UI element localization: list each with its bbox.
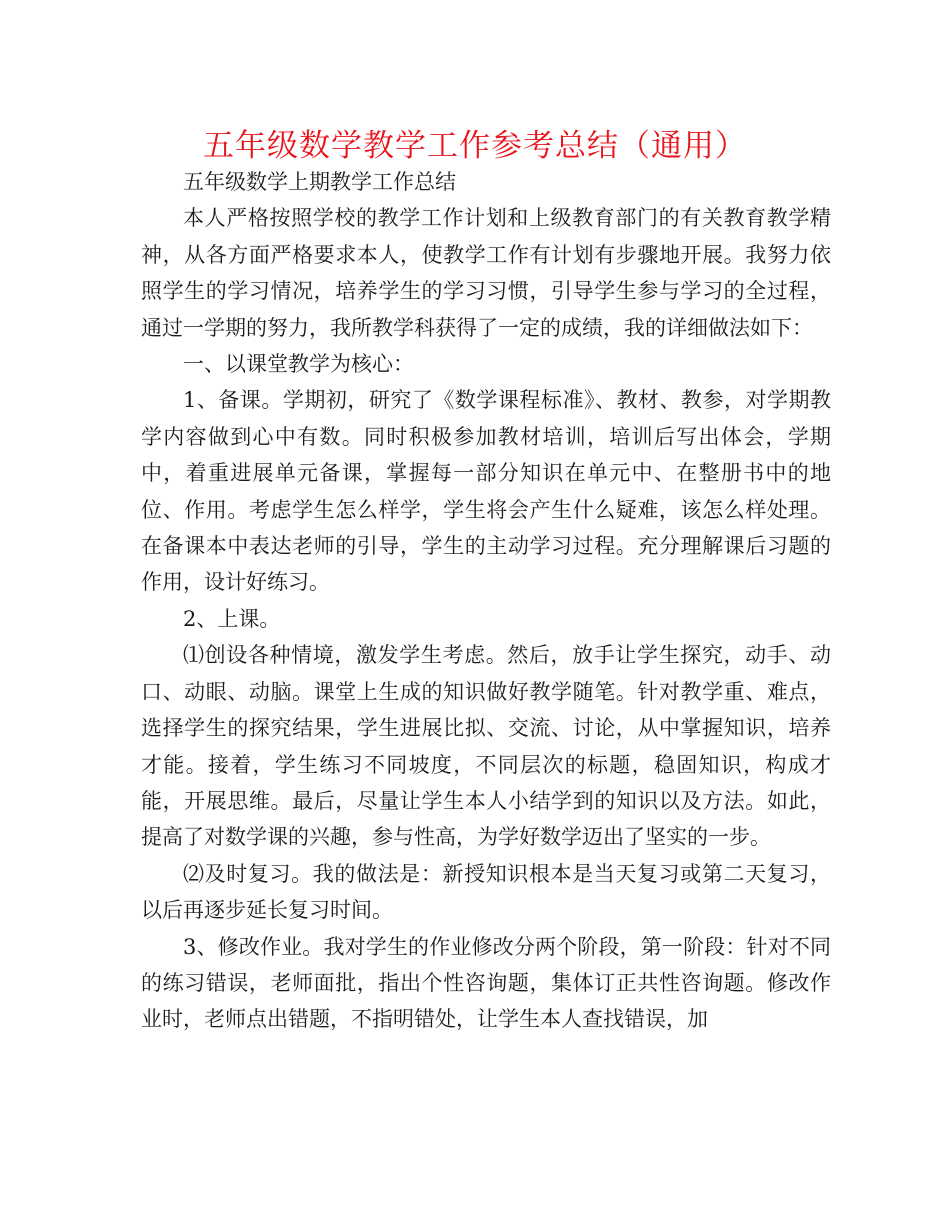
subtitle-paragraph: 五年级数学上期教学工作总结 [183,170,456,194]
review-paragraph: ⑵及时复习。我的做法是：新授知识根本是当天复习或第二天复习，以后再逐步延长复习时间。 [141,861,831,923]
lesson-prep-paragraph: 1、备课。学期初，研究了《数学课程标准》、教材、教参，对学期教学内容做到心中有数。同时积极参加教材培训，培训后写出体会，学期中，着重进展单元备课，掌握每一部分知识在单元中、在整册书中的地位、作用。考虑学生怎么样学，学生将会产生什么疑难，该怎么样处理。在备课本中表达老师的引导，学生的主动学习过程。充分理解课后习题的作用，设计好练习。 [141,388,831,595]
homework-paragraph: 3、修改作业。我对学生的作业修改分两个阶段，第一阶段：针对不同的练习错误，老师面批，指出个性咨询题，集体订正共性咨询题。修改作业时，老师点出错题，不指明错处，让学生本人查找错误，加 [141,934,831,1032]
document-title: 五年级数学教学工作参考总结（通用） [203,128,747,164]
classroom-paragraph: ⑴创设各种情境，激发学生考虑。然后，放手让学生探究，动手、动口、动眼、动脑。课堂上生成的知识做好教学随笔。针对教学重、难点，选择学生的探究结果，学生进展比拟、交流、讨论，从中掌握知识，培养才能。接着，学生练习不同坡度，不同层次的标题，稳固知识，构成才能，开展思维。最后，尽量让学生本人小结学到的知识以及方法。如此，提高了对数学课的兴趣，参与性高，为学好数学迈出了坚实的一步。 [141,643,831,850]
intro-paragraph: 本人严格按照学校的教学工作计划和上级教育部门的有关教育教学精神，从各方面严格要求本人，使教学工作有计划有步骤地开展。我努力依照学生的学习情况，培养学生的学习习惯，引导学生参与学习的全过程，通过一学期的努力，我所教学科获得了一定的成绩，我的详细做法如下： [141,206,831,340]
class-heading: 2、上课。 [183,606,281,631]
section-heading: 一、以课堂教学为核心： [183,352,414,377]
document-body [141,164,831,1038]
